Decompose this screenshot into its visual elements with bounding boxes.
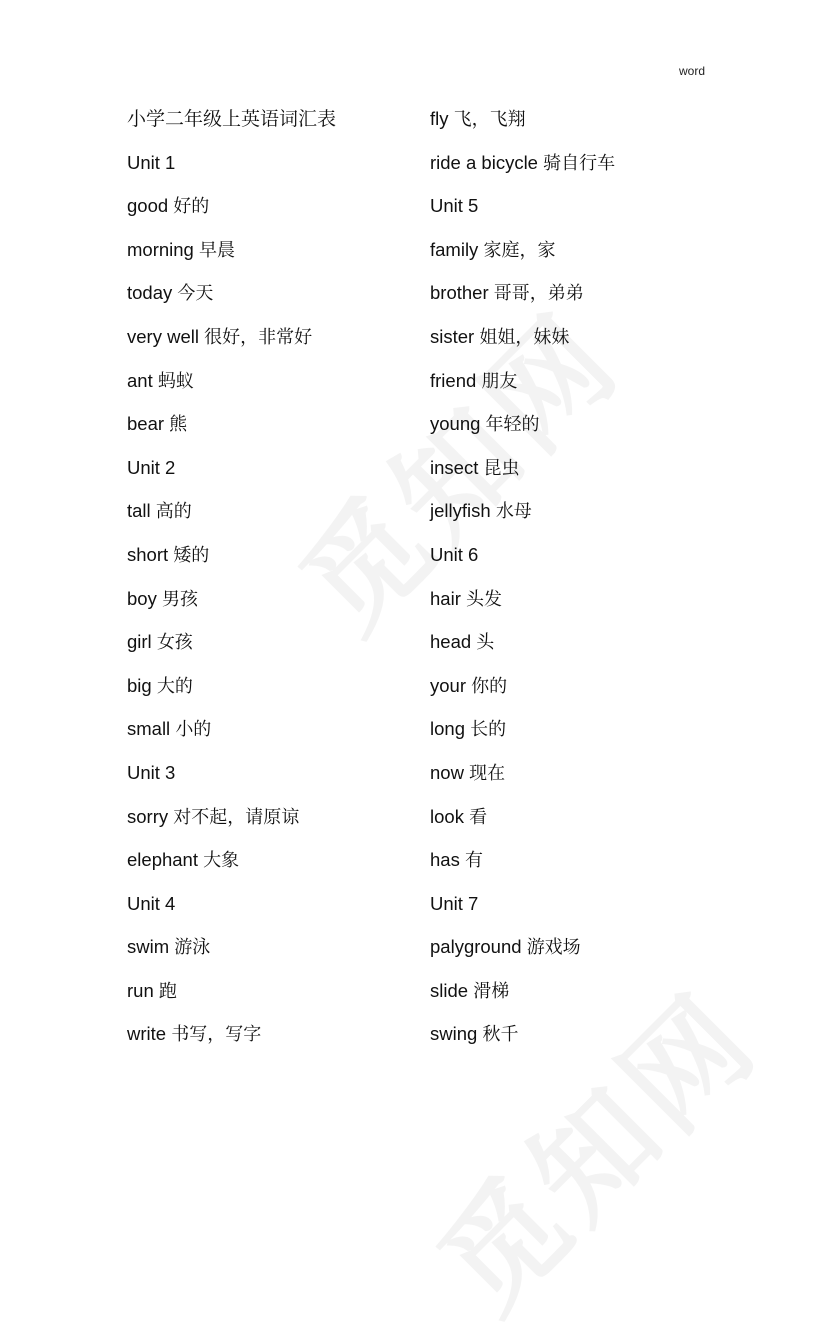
vocab-line [430,277,730,321]
vocab-chinese: 有 [464,850,483,872]
vocab-line [127,626,427,670]
vocab-chinese: 蚂蚁 [157,370,194,392]
vocab-line [430,583,730,627]
vocab-line [430,495,730,539]
vocab-chinese: 姐姐，妹妹 [479,326,570,348]
vocab-line [127,670,427,714]
vocab-english: sister [430,325,475,347]
vocab-chinese: 游泳 [174,937,211,959]
vocab-english: write [127,1023,167,1045]
vocab-line [127,452,427,496]
vocab-line [430,452,730,496]
vocab-chinese: 书写，写字 [171,1024,262,1046]
vocab-english: Unit 1 [127,151,176,173]
vocab-chinese: 大的 [156,675,193,697]
vocab-english: Unit 7 [430,892,479,914]
vocab-english: morning [127,238,194,260]
vocab-english: fly [430,108,449,129]
vocab-chinese: 小的 [175,719,212,741]
vocab-chinese: 水母 [495,501,532,523]
vocab-line [127,190,427,234]
vocab-english: Unit 6 [430,543,479,565]
vocab-english: jellyfish [430,500,491,522]
vocab-english: your [430,674,466,696]
vocab-line [127,975,427,1019]
vocab-chinese: 大象 [203,850,240,872]
vocab-english: now [430,761,464,783]
vocab-line [127,321,427,365]
vocab-english: elephant [127,849,198,871]
vocab-line [430,626,730,670]
vocab-chinese: 秋千 [482,1024,519,1046]
vocab-chinese: 男孩 [161,588,198,610]
vocab-line [430,147,730,191]
vocab-line [430,539,730,583]
vocab-english: tall [127,500,151,522]
vocab-chinese: 女孩 [156,632,193,654]
vocab-chinese: 好的 [173,196,210,218]
vocab-line [127,1018,427,1062]
vocab-line [127,365,427,409]
vocab-english: hair [430,587,461,609]
vocab-chinese: 矮的 [173,544,210,566]
vocab-english: run [127,979,154,1001]
vocab-english: swing [430,1023,478,1045]
vocab-english: very well [127,325,199,347]
vocab-line [430,713,730,757]
vocab-english: ant [127,369,153,391]
vocab-english: today [127,282,173,304]
vocab-english: family [430,238,479,260]
vocab-chinese: 家庭，家 [483,239,556,261]
vocab-english: boy [127,587,157,609]
vocab-chinese: 你的 [471,675,508,697]
vocab-english: Unit 3 [127,761,176,783]
vocab-chinese: 滑梯 [473,980,510,1002]
vocab-chinese: 哥哥，弟弟 [493,283,584,305]
vocab-line [127,234,427,278]
vocab-english: bear [127,413,165,435]
vocab-english: Unit 2 [127,456,176,478]
vocab-chinese: 头 [476,632,495,654]
vocab-line [430,757,730,801]
vocab-english: head [430,631,472,653]
vocab-line [430,931,730,975]
left-vocab-column [127,103,427,1062]
vocab-line [430,1018,730,1062]
vocab-chinese: 熊 [169,414,188,436]
vocab-english: long [430,718,465,740]
vocab-line [127,713,427,757]
vocab-chinese: 长的 [470,719,507,741]
vocab-chinese: 头发 [466,588,502,610]
right-vocab-column [430,103,730,1062]
vocab-line [430,408,730,452]
vocab-line [127,888,427,932]
vocab-english: big [127,674,152,696]
vocab-chinese: 飞，飞翔 [453,109,526,130]
vocab-chinese: 小学二年级上英语词汇表 [127,108,337,130]
vocab-english: Unit 5 [430,195,479,217]
vocab-english: insect [430,456,479,478]
vocab-line [430,190,730,234]
vocab-line [430,234,730,278]
vocab-line [430,103,730,147]
vocab-chinese: 年轻的 [485,414,540,436]
vocab-english: Unit 4 [127,892,176,914]
vocab-english: young [430,413,481,435]
vocab-english: girl [127,631,152,653]
vocab-english: friend [430,369,477,391]
vocab-line [127,408,427,452]
vocab-line [127,495,427,539]
vocab-english: sorry [127,805,169,827]
vocab-line [430,801,730,845]
vocab-english: short [127,543,169,565]
vocab-english: small [127,718,171,740]
vocab-line [127,931,427,975]
vocab-line [430,975,730,1019]
vocab-chinese: 今天 [177,283,214,305]
vocab-english: palyground [430,936,522,958]
vocab-line [430,844,730,888]
vocab-chinese: 骑自行车 [543,152,616,174]
vocab-line [127,277,427,321]
vocab-chinese: 对不起，请原谅 [173,806,300,828]
vocab-line [127,583,427,627]
vocab-chinese: 朋友 [481,370,518,392]
vocab-chinese: 看 [469,806,488,828]
vocab-english: has [430,849,460,871]
vocab-line [127,801,427,845]
vocab-line [430,670,730,714]
vocab-chinese: 游戏场 [526,937,581,959]
vocab-line [127,539,427,583]
vocab-line [127,147,427,191]
vocab-english: good [127,195,169,217]
vocab-english: brother [430,282,489,304]
vocab-line [430,321,730,365]
vocab-chinese: 早晨 [198,239,235,261]
vocab-chinese: 昆虫 [483,457,520,479]
vocab-line [127,844,427,888]
header-tag: word [679,64,706,78]
vocab-line [430,365,730,409]
vocab-chinese: 很好，非常好 [204,326,313,348]
vocab-line [127,757,427,801]
vocab-english: ride a bicycle [430,151,538,173]
vocab-english: slide [430,979,469,1001]
vocab-line [430,888,730,932]
vocab-english: swim [127,936,170,958]
vocab-chinese: 跑 [158,980,177,1002]
vocab-chinese: 高的 [155,501,192,523]
vocab-chinese: 现在 [469,762,506,784]
vocab-english: look [430,805,464,827]
vocab-title [127,103,427,147]
